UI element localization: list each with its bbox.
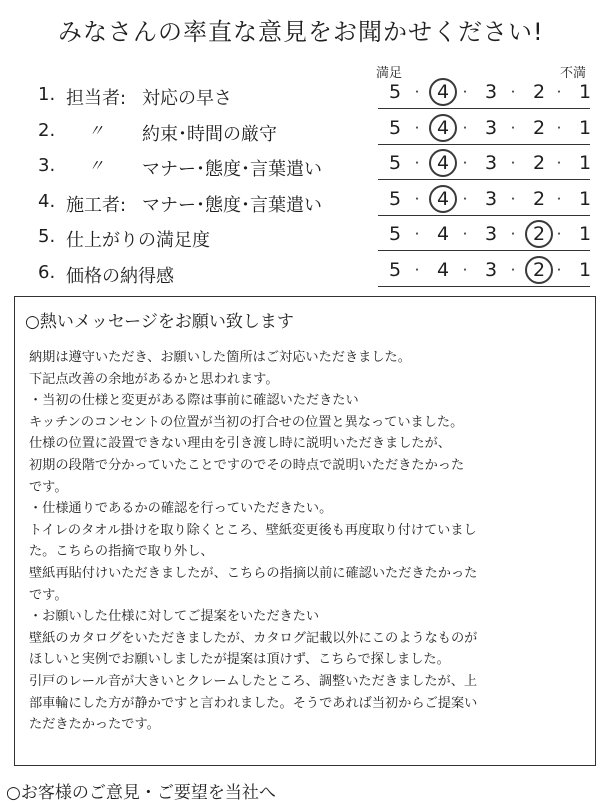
question-row — [0, 114, 612, 148]
message-line: ・仕様通りであるかの確認を行っていただきたい。 — [29, 501, 333, 517]
separator-dot: · — [556, 225, 562, 243]
rating-option[interactable]: 4 — [436, 258, 450, 281]
question-label: 施工者: — [66, 194, 127, 216]
question-row — [0, 256, 612, 290]
message-line: です。 — [29, 479, 68, 495]
separator-dot: · — [414, 154, 420, 172]
rating-option[interactable]: 4 — [436, 116, 450, 139]
separator-dot: · — [414, 225, 420, 243]
message-line: 納期は遵守いただき、お願いした箇所はご対応いただきました。 — [29, 350, 411, 365]
selected-rating-circle — [525, 256, 553, 284]
rating-option[interactable]: 4 — [436, 223, 450, 245]
rating-option[interactable]: 3 — [484, 81, 498, 103]
message-line: キッチンのコンセントの位置が当初の打合せの位置と異なっていました。 — [29, 414, 464, 430]
question-row — [0, 149, 612, 183]
rating-option[interactable]: 4 — [436, 81, 450, 103]
separator-dot: · — [414, 260, 420, 279]
rating-option[interactable]: 2 — [532, 258, 546, 281]
selected-rating-circle — [429, 114, 457, 142]
scale-low-label: 不満 — [560, 66, 587, 81]
rating-option[interactable]: 3 — [484, 223, 498, 245]
separator-dot: · — [510, 118, 516, 137]
message-line: トイレのタオル掛けを取り除くところ、壁紙変更後も再度取り付けていまし — [29, 522, 477, 538]
message-line: 引戸のレール音が大きいとクレームしたところ、調整いただきましたが、上 — [29, 673, 478, 689]
question-row — [0, 78, 612, 112]
question-number: 3. — [38, 155, 56, 176]
rating-option[interactable]: 5 — [388, 116, 402, 139]
question-number: 2. — [38, 119, 56, 141]
question-label: 価格の納得感 — [66, 265, 174, 287]
rating-option[interactable]: 1 — [578, 187, 592, 210]
rating-option[interactable]: 5 — [388, 258, 402, 281]
question-row — [0, 185, 612, 219]
question-item: 約束･時間の厳守 — [142, 123, 277, 145]
rating-option[interactable]: 5 — [388, 81, 402, 103]
question-item: マナー･態度･言葉遣い — [142, 194, 322, 216]
message-line: 壁紙再貼付けいただきましたが、こちらの指摘以前に確認いただきたかった — [29, 565, 478, 581]
rating-scale — [378, 114, 590, 145]
rating-option[interactable]: 3 — [484, 187, 498, 210]
separator-dot: · — [556, 189, 562, 208]
rating-option[interactable]: 5 — [388, 187, 402, 210]
question-item: マナー･態度･言葉遣い — [142, 159, 322, 180]
rating-option[interactable]: 1 — [578, 223, 592, 245]
message-line: ・お願いした仕様に対してご提案をいただきたい — [29, 609, 320, 625]
message-line: ・当初の仕様と変更がある際は事前に確認いただきたい — [29, 393, 359, 409]
message-line: です。 — [29, 587, 68, 603]
message-line: 仕様の位置に設置できない理由を引き渡し時に説明いただきましたが、 — [29, 436, 451, 452]
rating-option[interactable]: 5 — [388, 152, 402, 174]
rating-scale — [378, 220, 590, 251]
question-number: 6. — [38, 261, 56, 283]
question-number: 4. — [38, 190, 56, 212]
rating-scale — [378, 149, 590, 180]
rating-option[interactable]: 3 — [484, 116, 498, 139]
question-label: 仕上がりの満足度 — [66, 230, 210, 251]
selected-rating-circle — [429, 149, 457, 177]
rating-option[interactable]: 1 — [578, 81, 592, 103]
survey-title: みなさんの率直な意見をお聞かせください! — [58, 18, 544, 46]
separator-dot: · — [556, 118, 562, 137]
customer-opinion-heading: ○お客様のご意見・ご要望を当社へ — [6, 783, 276, 803]
question-row — [0, 220, 612, 254]
rating-option[interactable]: 1 — [578, 258, 592, 281]
separator-dot: · — [462, 154, 468, 172]
question-number: 5. — [38, 226, 56, 247]
rating-option[interactable]: 2 — [532, 223, 546, 245]
rating-scale — [378, 185, 590, 216]
separator-dot: · — [462, 118, 468, 137]
message-line: 下記点改善の余地があるかと思われます。 — [29, 371, 279, 387]
rating-option[interactable]: 2 — [532, 116, 546, 139]
separator-dot: · — [462, 260, 468, 279]
separator-dot: · — [556, 154, 562, 172]
rating-option[interactable]: 3 — [484, 258, 498, 281]
rating-option[interactable]: 3 — [484, 152, 498, 174]
separator-dot: · — [556, 260, 562, 279]
message-box — [14, 296, 596, 766]
separator-dot: · — [556, 83, 562, 101]
scale-high-label: 満足 — [376, 66, 403, 81]
separator-dot: · — [414, 189, 420, 208]
rating-option[interactable]: 1 — [578, 152, 592, 174]
separator-dot: · — [510, 225, 516, 243]
message-body — [29, 347, 589, 736]
separator-dot: · — [462, 225, 468, 243]
selected-rating-circle — [429, 78, 457, 106]
question-label: 〃 — [88, 120, 105, 140]
question-item: 対応の早さ — [142, 88, 232, 109]
message-line: ほしいと実例でお願いしましたが提案は頂けず、こちらで探しました。 — [29, 652, 450, 668]
rating-scale — [378, 256, 590, 287]
separator-dot: · — [462, 189, 468, 208]
separator-dot: · — [510, 83, 516, 101]
rating-option[interactable]: 2 — [532, 187, 546, 210]
message-line: 初期の段階で分かっていたことですのでその時点で説明いただきたかった — [29, 457, 465, 473]
message-line: 壁紙のカタログをいただきましたが、カタログ記載以外にこのようなものが — [29, 630, 478, 646]
rating-option[interactable]: 1 — [578, 116, 592, 139]
message-line: ただきたかったです。 — [29, 717, 160, 733]
message-line: た。こちらの指摘で取り外し、 — [29, 544, 214, 560]
separator-dot: · — [462, 83, 468, 101]
question-label: 〃 — [88, 156, 105, 175]
selected-rating-circle — [429, 185, 457, 213]
question-number: 1. — [38, 84, 56, 105]
message-line: 部車輪にした方が静かですと言われました。そうであれば当初からご提案い — [29, 695, 478, 711]
selected-rating-circle — [525, 220, 553, 248]
separator-dot: · — [414, 83, 420, 101]
rating-option[interactable]: 4 — [436, 187, 450, 210]
rating-option[interactable]: 2 — [532, 152, 546, 174]
question-label: 担当者: — [66, 88, 127, 109]
separator-dot: · — [510, 154, 516, 172]
separator-dot: · — [510, 189, 516, 208]
rating-scale — [378, 78, 590, 109]
rating-option[interactable]: 5 — [388, 223, 402, 245]
rating-option[interactable]: 2 — [532, 81, 546, 103]
separator-dot: · — [414, 118, 420, 137]
message-heading: ○熱いメッセージをお願い致します — [25, 312, 294, 332]
rating-option[interactable]: 4 — [436, 152, 450, 174]
separator-dot: · — [510, 260, 516, 279]
